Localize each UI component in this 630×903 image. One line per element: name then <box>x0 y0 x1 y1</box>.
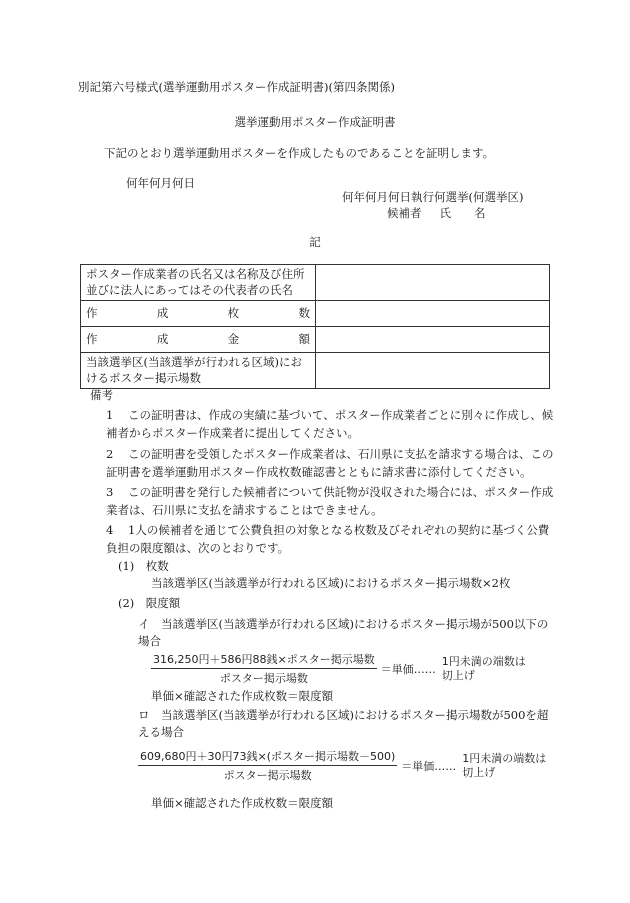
formula-numerator: 316,250円＋586円88銭×ポスター掲示場数 <box>151 651 377 669</box>
table-row <box>81 265 550 301</box>
case-i-heading: イ 当該選挙区(当該選挙が行われる区域)におけるポスター掲示場が500以下の場合 <box>138 617 549 649</box>
row-label-contractor: ポスター作成業者の氏名又は名称及び住所並びに法人にあってはその代表者の氏名 <box>81 265 316 301</box>
certificate-table <box>80 264 550 389</box>
intro-text: 下記のとおり選挙運動用ポスターを作成したものであることを証明します。 <box>104 146 495 160</box>
case-i-result: 単価×確認された作成枚数＝限度額 <box>151 689 334 703</box>
note-number: 3 <box>106 485 114 499</box>
table-row <box>81 353 550 389</box>
subitem-limit-label: (2) 限度額 <box>118 596 181 610</box>
note-item <box>106 522 558 558</box>
ki-heading: 記 <box>309 235 321 249</box>
formula-remark: 1円未満の端数は切上げ <box>462 751 547 779</box>
note-text: 1人の候補者を通じて公費負担の対象となる枚数及びそれぞれの契約に基づく公費負担の限度額は、次のとおりです。 <box>106 523 550 555</box>
row-value-amount[interactable] <box>316 327 550 353</box>
candidate-name-label: 氏 名 <box>439 206 486 220</box>
candidate-role: 候補者 <box>387 206 422 220</box>
date-line: 何年何月何日 <box>126 176 195 190</box>
table-row <box>81 327 550 353</box>
formula-equals: ＝単価…… <box>401 759 457 773</box>
subitem-quantity-label: (1) 枚数 <box>118 559 169 573</box>
note-text: この証明書は、作成の実績に基づいて、ポスター作成業者ごとに別々に作成し、候補者からポスター作成業者に提出してください。 <box>106 408 554 440</box>
note-number: 4 <box>106 523 114 537</box>
row-label-poster-sites: 当該選挙区(当該選挙が行われる区域)におけるポスター掲示場数 <box>81 353 316 389</box>
table-row <box>81 301 550 327</box>
formula-remark: 1円未満の端数は切上げ <box>441 654 526 682</box>
case-ro-result: 単価×確認された作成枚数＝限度額 <box>151 796 334 810</box>
election-line: 何年何月何日執行何選挙(何選挙区) <box>342 190 524 204</box>
row-label-quantity: 作成枚数 <box>81 301 316 327</box>
remarks-heading: 備考 <box>90 388 113 402</box>
formula-fraction <box>151 651 377 686</box>
document-title: 選挙運動用ポスター作成証明書 <box>234 115 396 129</box>
formula-numerator: 609,680円＋30円73銭×(ポスター掲示場数－500) <box>138 748 397 766</box>
form-header: 別記第六号様式(選挙運動用ポスター作成証明書)(第四条関係) <box>78 80 395 94</box>
formula-fraction <box>138 748 397 783</box>
case-ro-heading: ロ 当該選挙区(当該選挙が行われる区域)におけるポスター掲示場数が500を超える場合 <box>138 708 549 740</box>
subitem-quantity-value: 当該選挙区(当該選挙が行われる区域)におけるポスター掲示場数×2枚 <box>151 576 511 590</box>
note-text: この証明書を受領したポスター作成業者は、石川県に支払を請求する場合は、この証明書を選挙運動用ポスター作成枚数確認書とともに請求書に添付してください。 <box>106 447 554 479</box>
row-label-amount: 作成金額 <box>81 327 316 353</box>
formula-equals: ＝単価…… <box>380 662 436 676</box>
note-number: 2 <box>106 447 114 461</box>
note-text: この証明書を発行した候補者について供託物が没収された場合には、ポスター作成業者は、石川県に支払を請求することはできません。 <box>106 485 554 517</box>
row-value-poster-sites[interactable] <box>316 353 550 389</box>
candidate-line <box>387 207 504 221</box>
formula-denominator: ポスター掲示場数 <box>219 672 308 685</box>
row-value-contractor[interactable] <box>316 265 550 301</box>
formula-case-i <box>151 651 532 686</box>
note-number: 1 <box>106 408 114 422</box>
row-value-quantity[interactable] <box>316 301 550 327</box>
note-item <box>106 407 558 443</box>
note-item <box>106 484 558 520</box>
formula-case-ro <box>138 748 546 783</box>
formula-denominator: ポスター掲示場数 <box>223 769 312 782</box>
note-item <box>106 446 558 482</box>
